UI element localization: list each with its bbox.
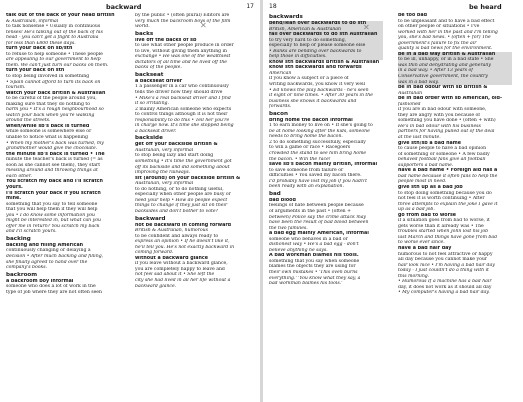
entry-line: and I'll scratch yours.: [6, 229, 57, 235]
entry-line: continuously changing or delaying a: [6, 248, 91, 254]
idiom-headword: a backseat driver: [135, 78, 183, 84]
entry-line: off its backside and did something about: [135, 164, 230, 170]
entry-line: forwards.: [269, 104, 292, 110]
entry-line: something you have done • (often + with): [398, 118, 496, 124]
idiom-headword: a bad egg mainly American, informal: [269, 231, 369, 237]
entry-line: dishonest way • He's a bad egg - don't: [269, 242, 359, 248]
entry-line: on other people or situations • I've: [398, 24, 480, 30]
entry-line: you are completely happy to leave and: [135, 266, 225, 272]
idiom-headword: bend/lean over backwards to do sth: [269, 21, 383, 27]
entry-line: • My computer's having a bad hair day.: [398, 290, 490, 296]
running-head: backward: [106, 3, 142, 11]
entry-line: I'd probably have lost my job if you hadn't: [269, 178, 368, 184]
dictionary-section-word: backing: [6, 235, 31, 242]
entry-line: someone who does a lot of work in the: [6, 284, 96, 290]
entry-line: backs of the people.: [135, 65, 182, 71]
idiom-headword: be in bad odour with sb British &: [398, 85, 488, 91]
entry-line: the two families.: [269, 225, 308, 231]
entry-line: He's in bad odour with his business: [398, 123, 481, 129]
dictionary-section-word: backs: [135, 30, 154, 37]
entry-line: it eight or nine times. • After 30 years in the: [269, 93, 373, 99]
idiom-headword: not be backward in coming forward: [135, 222, 232, 228]
entry-line: to worse ever since.: [398, 240, 445, 246]
entry-line: last March and things have gone from bad: [398, 234, 498, 240]
entry-line: she finally agreed to hand over the: [6, 259, 88, 265]
right-page: [263, 0, 523, 402]
entry-line: this morning.: [398, 273, 430, 279]
idiom-headword: have a bad hair day: [398, 245, 452, 251]
entry-line: crowded the stand to see him bring home: [269, 151, 367, 157]
entry-line: business she knows it backwards and: [269, 98, 357, 104]
idiom-headword: a backroom boy informal: [6, 278, 74, 284]
entry-line: be at home looking after the kids, someone: [269, 128, 370, 134]
entry-line: city she had lived in all her life without a: [135, 277, 231, 283]
entry-line: to stop being lazy and start doing: [135, 153, 214, 159]
entry-line: something that you say to tell someone: [6, 201, 98, 207]
entry-line: coming forward.: [135, 250, 174, 256]
entry-line: worked with her in the past and I'm telling: [398, 29, 498, 35]
entry-line: 2 to do something successfully, especially: [269, 139, 366, 145]
entry-line: making sure that they do nothing to: [6, 101, 90, 107]
entry-line: • Mike's a real backseat driver and I find: [135, 95, 231, 101]
entry-line: British, American & Australian: [269, 27, 383, 33]
entry-line: between) Police say the crime attack may: [269, 214, 367, 220]
entry-line: grandmother would give me chocolate.: [6, 146, 98, 152]
entry-line: harm you • It's a rough neighbourhood so: [6, 107, 104, 113]
entry-line: exchange • He was one of the wealthiest: [135, 54, 231, 60]
entry-line: Australian: [398, 90, 423, 96]
entry-line: tourism.: [6, 85, 26, 91]
idiom-headword: bad blood: [269, 197, 296, 203]
entry-line: especially when other people are busy or: [135, 192, 231, 198]
page-number: 17: [246, 3, 254, 10]
entry-line: unable to notice what is happening: [6, 135, 88, 141]
entry-line: watch your back when you're walking: [6, 112, 95, 118]
entry-line: • Banks are bending over backwards to: [269, 49, 383, 55]
entry-line: if a situation goes from bad to worse, it: [398, 218, 490, 224]
entry-line: while someone is somewhere else or: [6, 129, 92, 135]
entry-line: feelings of hate between people because: [269, 203, 364, 209]
entry-line: supporters a bad name.: [398, 162, 454, 168]
entry-line: British & Australian, humorous: [135, 228, 208, 234]
idiom-headword: yours.: [6, 184, 23, 190]
entry-line: dictators of all time and he lived off the: [135, 59, 227, 65]
entry-line: that you will help them if they will help: [6, 207, 98, 213]
entry-line: difficulties • You saved my bacon there.: [269, 173, 362, 179]
idiom-headword: be in bad order with sb American, old-: [398, 96, 502, 102]
entry-line: not feel sad about it • She left the: [135, 272, 215, 278]
idiom-headword: mine.: [6, 196, 22, 202]
entry-line: • When my mother's back was turned, my: [6, 140, 104, 146]
entry-line: to talk nonsense • Usually in continuous: [6, 24, 101, 30]
entry-line: help those in difficulties.: [269, 54, 383, 60]
entry-line: tenses! He's talking out of the back of his: [6, 29, 103, 35]
entry-line: express an opinion • If he doesn't like it,: [135, 239, 230, 245]
entry-line: blames the objects they are using for: [269, 264, 356, 270]
entry-line: something • It's time the government got: [135, 159, 232, 165]
entry-line: to stop doing something because you do: [398, 190, 492, 196]
idiom-headword: turn your back on sb/sth: [6, 46, 73, 52]
left-page: [0, 0, 260, 402]
entry-line: people most in need.: [398, 179, 447, 185]
entry-line: quality is bad news for the environment.: [398, 46, 493, 52]
running-head: be heard: [469, 3, 502, 11]
entry-line: if you leave without a backward glance,: [135, 261, 228, 267]
dictionary-section-word: backseat: [135, 71, 164, 78]
entry-line: to be careful of the people around you,: [6, 96, 97, 102]
entry-line: 1 to earn money to live on • If she's going to: [269, 123, 373, 129]
idiom-headword: know sth backwards British & Australian: [269, 59, 380, 65]
right-page-column-1: [269, 13, 383, 287]
entry-line: everything.' 'You know what they say, a: [269, 275, 361, 281]
entry-line: partners for having pulled out of the deal: [398, 129, 495, 135]
idiom-headword: A bad workman blames his tools.: [269, 253, 359, 259]
entry-line: was in a bad way.: [398, 80, 512, 86]
entry-line: needs to bring home the bacon.: [269, 134, 343, 140]
entry-line: things to change if they just sit on their: [135, 203, 228, 209]
entry-line: bad workman blames his tools.': [269, 281, 343, 287]
entry-line: to control things although it is not their: [135, 112, 228, 118]
entry-line: if you are in bad odour with someone,: [398, 107, 487, 113]
idiom-headword: have a bad name • Foreign aid has a: [398, 168, 498, 174]
entry-line: at the last minute.: [398, 135, 441, 141]
entry-line: especially to help or please someone else: [269, 43, 383, 49]
entry-line: 2 mainly American someone who expects: [135, 106, 232, 112]
entry-line: to be ill, unhappy, or in a bad state • She: [398, 57, 512, 63]
entry-line: hair look nice • I'm having a bad hair day: [398, 262, 495, 268]
entry-line: they are angry with you because of: [398, 112, 480, 118]
entry-line: to refuse to help someone • These people: [6, 51, 103, 57]
idiom-headword: live off the backs of sb: [135, 37, 197, 43]
entry-line: of arguments in the past • (often +: [269, 208, 351, 214]
entry-line: someone who behaves in a bad or: [269, 236, 348, 242]
entry-line: today - I just couldn't do a thing with it: [398, 268, 489, 274]
entry-line: have been the result of bad blood between: [269, 220, 369, 226]
entry-line: offer me in return? You scratch my back: [6, 223, 100, 229]
idiom-headword: backing and filling American: [6, 242, 84, 248]
dictionary-section-word: backside: [135, 135, 163, 142]
idiom-headword: I'll scratch your back if you scratch: [6, 190, 101, 196]
idiom-headword: sit (around) on your backside British &: [135, 175, 241, 181]
entry-line: • Ed knows the play backwards - he's seen: [269, 87, 369, 93]
entry-line: all day because you cannot make your: [398, 257, 487, 263]
pencil-cross-mark-icon: ✕: [363, 23, 370, 32]
idiom-headword: be in a bad way British & Australian: [398, 52, 512, 58]
entry-line: to try very hard to do something,: [269, 38, 383, 44]
idiom-headword: give sth up as a bad job: [398, 184, 463, 190]
entry-line: • Humorous If a machine has a bad hair: [398, 279, 492, 285]
entry-line: for less than £800 these days.: [6, 40, 76, 46]
idiom-headword: bring home the bacon informal: [269, 117, 353, 123]
entry-line: not feel it is worth continuing • After: [398, 196, 485, 202]
entry-line: in charge now. It's time she stopped being: [135, 123, 234, 129]
entry-line: backsides and don't bother to vote?: [135, 208, 219, 214]
entry-line: of something or someone • A few badly: [398, 151, 490, 157]
entry-line: & Australian, informal: [6, 18, 59, 24]
entry-line: in a bad way. • After 13 years of: [398, 68, 512, 74]
entry-line: believe anything he says.: [269, 247, 328, 253]
entry-line: each other.: [6, 173, 32, 179]
entry-line: decision • After much backing and filling,: [6, 253, 104, 259]
dictionary-section-word: backroom: [6, 271, 38, 278]
entry-line: government's failure to fix the air: [398, 40, 477, 46]
entry-line: Conservative government, the country: [398, 74, 512, 80]
idiom-headword: without a backward glance: [135, 255, 209, 261]
dictionary-section-word: bacon: [269, 110, 288, 117]
entry-line: them. We can't just turn our backs on them.: [6, 62, 109, 68]
entry-line: fashioned: [398, 101, 421, 107]
entry-line: American: [269, 70, 292, 76]
pencil-cross-mark-icon: ✕: [200, 21, 207, 30]
dictionary-section-word: backward: [135, 215, 166, 222]
entry-line: improving the railways.: [135, 170, 191, 176]
idiom-headword: know sth backwards and forwards: [269, 65, 362, 71]
entry-line: day, it does not work as it should all day: [398, 284, 492, 290]
entry-line: to stop being involved in something: [6, 74, 90, 80]
idiom-headword: give sth/sb a bad name: [398, 140, 461, 146]
entry-line: three attempts to explain the joke I gave it: [398, 201, 498, 207]
right-page-header: [269, 3, 517, 12]
idiom-headword: fall over backwards to do sth Australian: [269, 32, 383, 38]
entry-line: writing backwards, you know it very well: [269, 82, 366, 88]
entry-line: to be unpleasant and to have a bad effect: [398, 18, 495, 24]
entry-line: to live, without giving them anything in: [135, 48, 228, 54]
entry-line: messing around and throwing things at: [6, 168, 98, 174]
idiom-headword: the minute sb's back is turned • The: [6, 151, 105, 157]
entry-line: minute the teacher's back is turned (= as: [6, 157, 103, 163]
entry-line: soon as she cannot see them), they start: [6, 162, 101, 168]
entry-line: type of job where they are not often seen: [6, 289, 102, 295]
entry-line: was thin and dehydrating and generally: [398, 63, 512, 69]
page-number: 18: [269, 3, 277, 10]
entry-line: you • I do know some information you: [6, 212, 95, 218]
entry-line: behaved football fans give all football: [398, 157, 486, 163]
idiom-headword: when/while sb's back is turned: [6, 123, 90, 129]
entry-line: are appealing to our government to help: [6, 57, 101, 63]
entry-line: to win a game or race • Racegoers: [269, 145, 351, 151]
entry-line: the bacon. • Win the race!: [269, 156, 331, 162]
idiom-headword: be too bad: [398, 13, 428, 18]
entry-line: gets worse than it already was • The: [398, 223, 484, 229]
entry-line: company's books.: [6, 265, 48, 271]
entry-line: it so irritating.: [135, 101, 169, 107]
idiom-headword: get off your backside British &: [135, 142, 218, 148]
entry-line: troubles started when John lost his job: [398, 229, 489, 235]
idiom-headword: talk out of the back of your head British: [6, 13, 115, 18]
entry-line: might be interested in, but what can you: [6, 218, 101, 224]
entry-line: Australian, very informal: [135, 147, 194, 153]
entry-line: to be confident and always ready to: [135, 233, 219, 239]
entry-line: to use what other people produce in order: [135, 43, 234, 49]
entry-line: been ready with an explanation.: [269, 184, 344, 190]
entry-line: to cause people to have a bad opinion: [398, 146, 487, 152]
idiom-headword: go from bad to worse: [398, 212, 457, 218]
entry-line: world.: [135, 24, 150, 30]
left-page-column-2: [135, 13, 249, 289]
idiom-headword: turn your back on sth: [6, 68, 65, 74]
idiom-headword: save sb's bacon mainly British, informal: [269, 162, 378, 168]
entry-line: bad name because it often fails to help the: [398, 173, 498, 179]
entry-line: to do nothing, or to do nothing useful,: [135, 186, 224, 192]
entry-line: their own mistakes • 'This oven burns: [269, 269, 358, 275]
idiom-headword: You scratch my back and I'll scratch: [6, 179, 103, 185]
entry-line: head - you can't get a flight to Australia: [6, 35, 99, 41]
entry-line: he'll tell you. He's not exactly backward in: [135, 244, 235, 250]
entry-line: if you know a subject or a piece of: [269, 76, 349, 82]
dictionary-section-word: backwards: [269, 14, 303, 20]
idiom-headword: watch your back British & Australian: [6, 90, 106, 96]
entry-line: tells the driver how they should drive: [135, 90, 223, 96]
left-page-column-1: [6, 13, 120, 295]
entry-line: backward glance.: [135, 283, 177, 289]
right-page-column-2: [398, 13, 512, 296]
entry-line: up as a bad job.: [398, 207, 435, 213]
entry-line: something that you say when someone: [269, 258, 360, 264]
left-page-header: [6, 3, 254, 12]
entry-line: you, she's bad news. • (often + for) The: [398, 35, 491, 41]
entry-line: by the public • (often plural) Editors are: [135, 13, 230, 18]
entry-line: a backseat driver.: [135, 128, 177, 134]
entry-line: around the streets.: [6, 118, 51, 124]
entry-line: Australian, very informal: [135, 181, 194, 187]
entry-line: • Spain cannot afford to turn its back on: [6, 79, 101, 85]
entry-line: need your help • How do people expect: [135, 197, 228, 203]
entry-line: 1 a passenger in a car who continuously: [135, 84, 229, 90]
entry-line: to save someone from failure or: [269, 167, 344, 173]
entry-line: responsibility to do this • Tell her you're: [135, 117, 230, 123]
dictionary-section-word: bad: [269, 190, 281, 197]
entry-line: very much the backroom boys of the film: [135, 18, 231, 24]
entry-line: humorous to not feel attractive or happy: [398, 251, 493, 257]
